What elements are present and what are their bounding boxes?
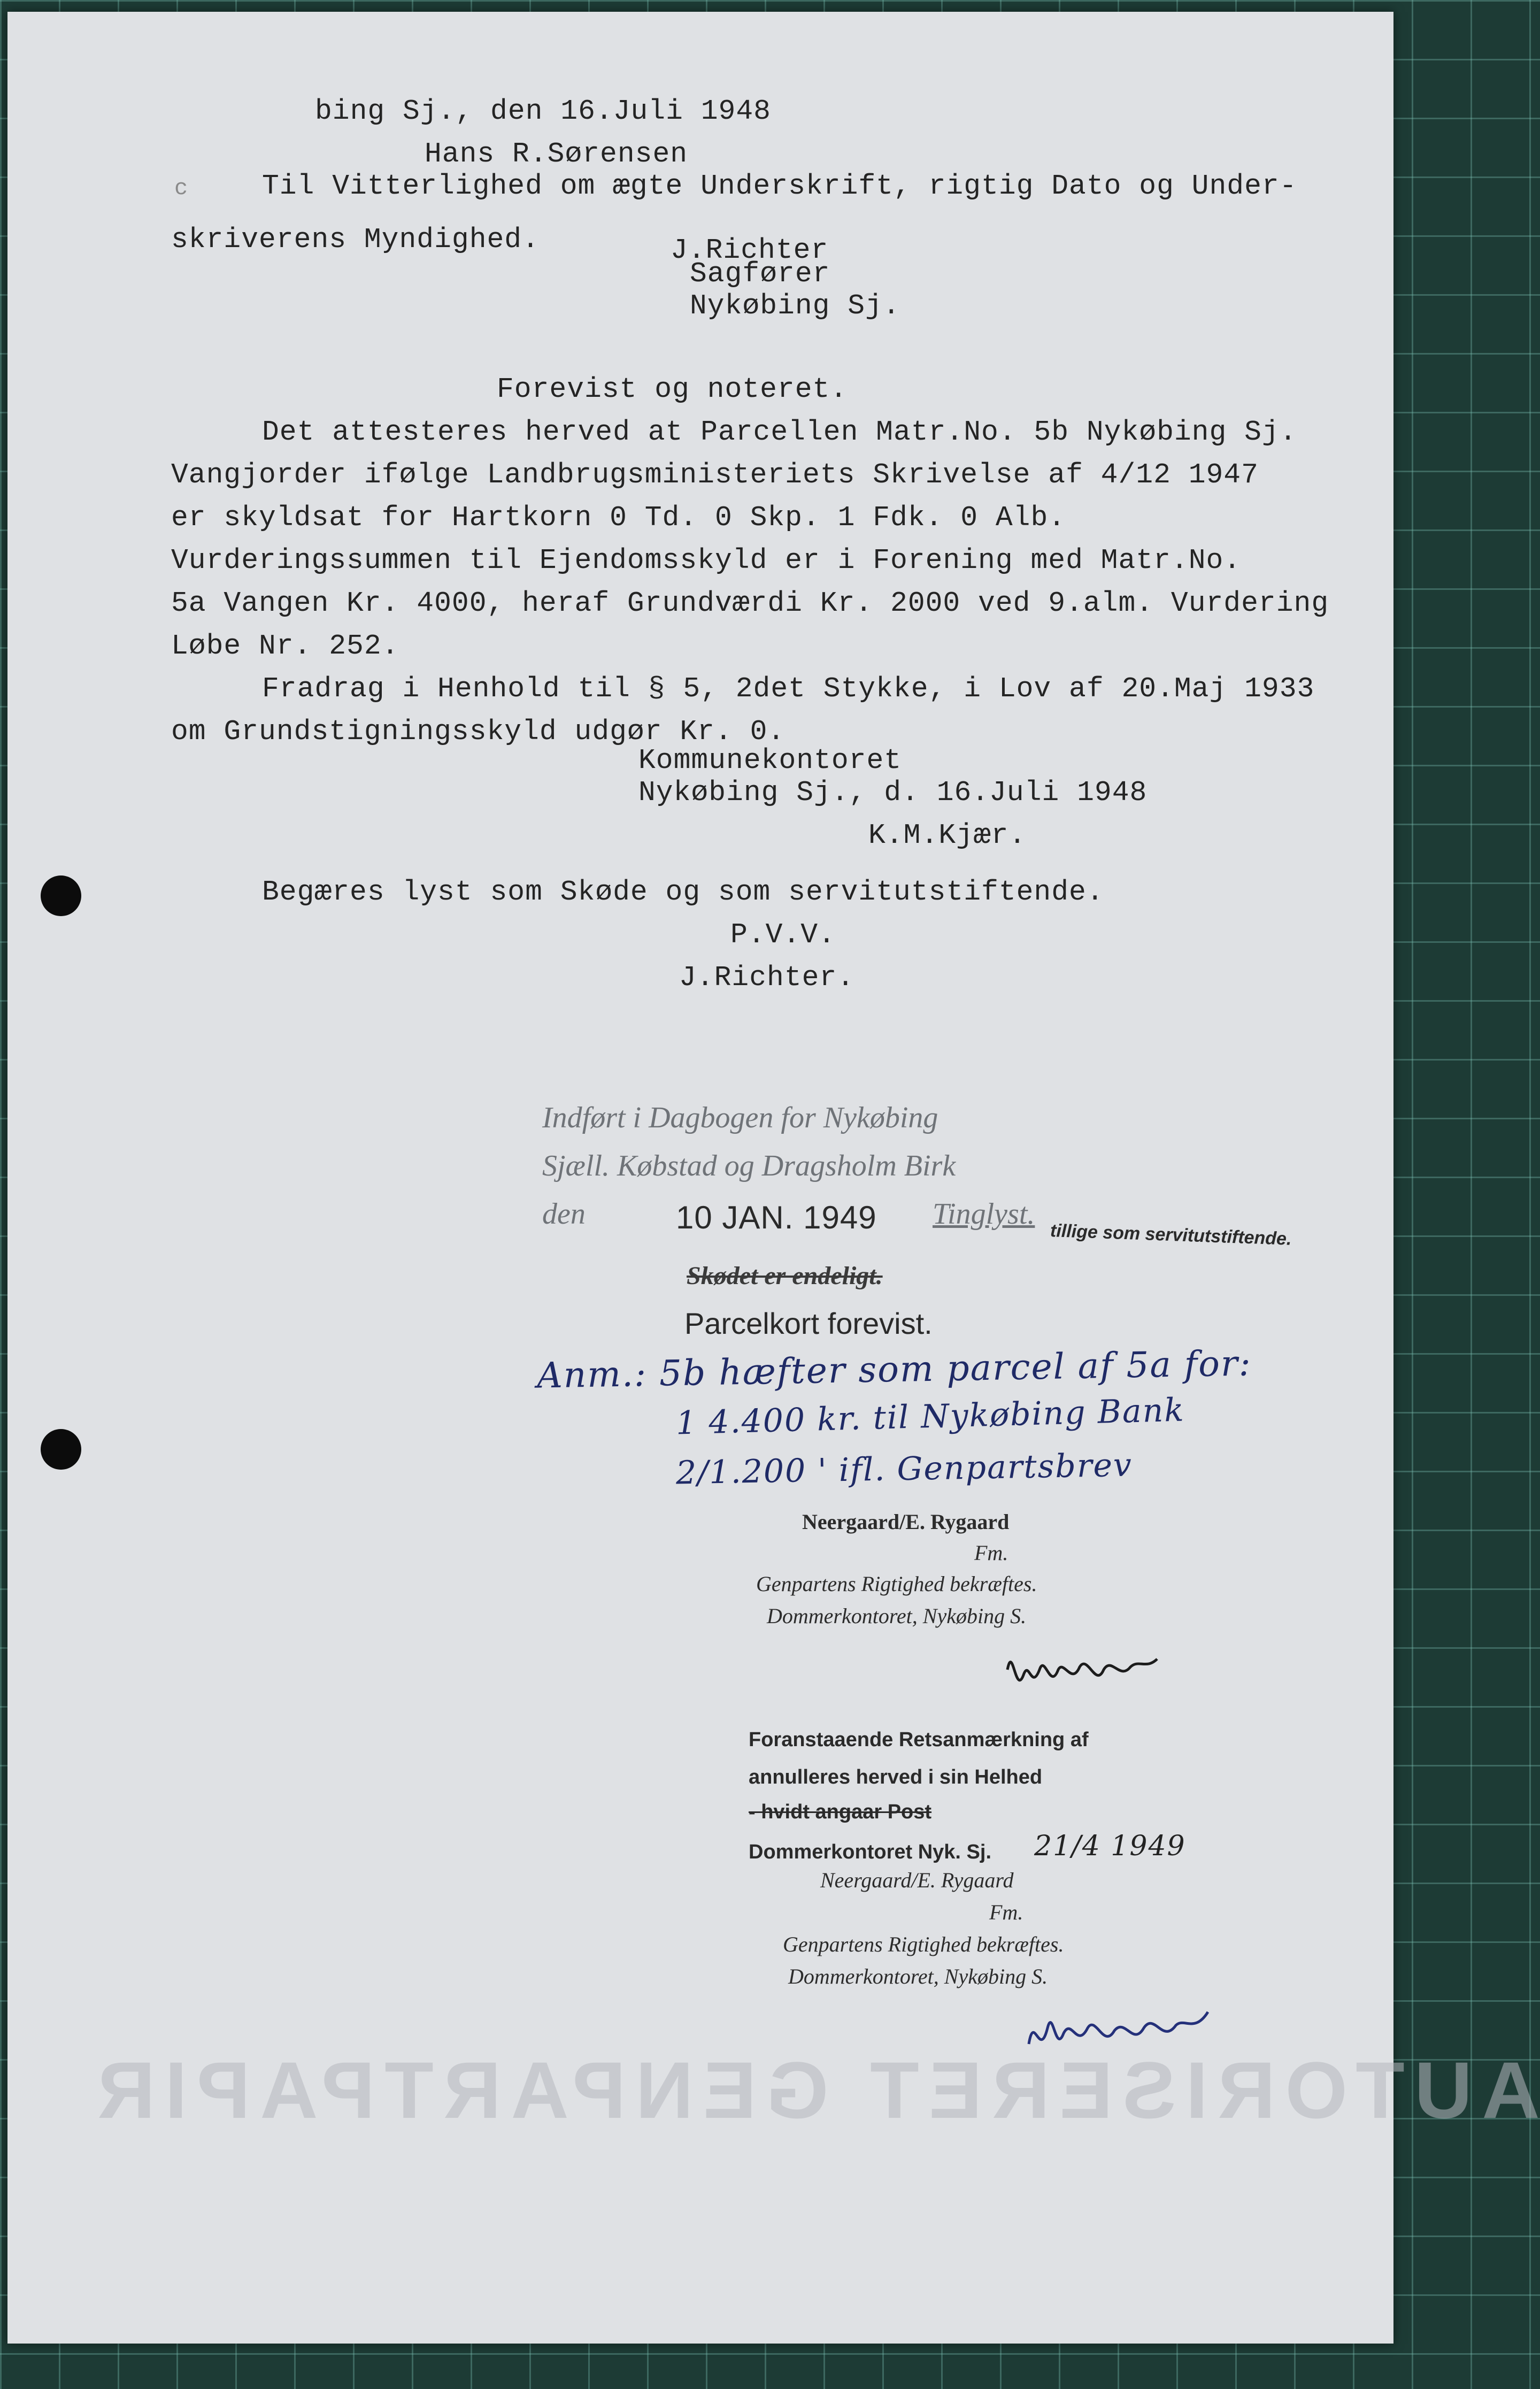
pvv-line: P.V.V.	[730, 919, 836, 951]
annulment-line-3: - hvidt angaar Post	[749, 1801, 932, 1823]
cert1-fm: Fm.	[974, 1541, 1008, 1565]
lawyer-title: Sagfører	[690, 258, 830, 290]
cert2-text: Genpartens Rigtighed bekræftes.	[783, 1932, 1064, 1956]
annulment-date: 21/4 1949	[1034, 1830, 1186, 1862]
lawyer-city: Nykøbing Sj.	[690, 290, 900, 322]
body-line-4: Vurderingssummen til Ejendomsskyld er i Forening med Matr.No.	[171, 544, 1242, 577]
richter-signature: J.Richter.	[679, 962, 855, 994]
annulment-line-4: Dommerkontoret Nyk. Sj.	[749, 1841, 991, 1863]
witness-line-2: skriverens Myndighed.	[171, 224, 540, 256]
punch-hole-bottom	[41, 1429, 81, 1470]
office-date: Nykøbing Sj., d. 16.Juli 1948	[638, 777, 1148, 809]
document-page	[7, 12, 1540, 2344]
cert1-signature	[1002, 1638, 1162, 1707]
margin-mark: c	[174, 175, 189, 201]
handwritten-line-2: 1 4.400 kr. til Nykøbing Bank	[675, 1391, 1185, 1442]
request-line: Begæres lyst som Skøde og som servitutstiftende.	[262, 876, 1104, 908]
body-line-5: 5a Vangen Kr. 4000, heraf Grundværdi Kr. 2000 ved 9.alm. Vurdering	[171, 587, 1329, 619]
registration-line-1: Indført i Dagbogen for Nykøbing	[542, 1101, 938, 1134]
body-line-8: om Grundstigningsskyld udgør Kr. 0.	[171, 716, 786, 748]
body-line-6: Løbe Nr. 252.	[171, 630, 399, 662]
body-line-1: Det attesteres herved at Parcellen Matr.No. 5b Nykøbing Sj.	[262, 416, 1297, 448]
registration-den: den	[542, 1197, 586, 1231]
office-signer: K.M.Kjær.	[868, 819, 1027, 851]
tinglyst-label: Tinglyst.	[933, 1197, 1035, 1231]
office-name: Kommunekontoret	[638, 744, 902, 777]
handwritten-line-1: Anm.: 5b hæfter som parcel af 5a for:	[536, 1342, 1252, 1396]
body-line-3: er skyldsat for Hartkorn 0 Td. 0 Skp. 1 Fdk. 0 Alb.	[171, 502, 1066, 534]
registration-line-2: Sjæll. Købstad og Dragsholm Birk	[542, 1149, 956, 1182]
annulment-line-2: annulleres herved i sin Helhed	[749, 1766, 1043, 1788]
forevist-line: Forevist og noteret.	[497, 373, 848, 405]
cert2-fm: Fm.	[989, 1900, 1023, 1924]
cert2-name: Neergaard/E. Rygaard	[820, 1868, 1014, 1892]
body-line-2: Vangjorder ifølge Landbrugsministeriets Skrivelse af 4/12 1947	[171, 459, 1259, 491]
parcelkort-stamp: Parcelkort forevist.	[684, 1307, 933, 1340]
cert1-text: Genpartens Rigtighed bekræftes.	[756, 1572, 1037, 1596]
paper-watermark: AUTORISERET GENPARTPAPIR	[88, 2045, 1540, 2135]
annulment-line-1: Foranstaaende Retsanmærkning af	[749, 1729, 1089, 1751]
body-line-7: Fradrag i Henhold til § 5, 2det Stykke, i Lov af 20.Maj 1933	[262, 673, 1315, 705]
registration-date: 10 JAN. 1949	[676, 1200, 877, 1235]
witness-line-1: Til Vitterlighed om ægte Underskrift, rigtig Dato og Under-	[262, 170, 1297, 202]
place-date: bing Sj., den 16.Juli 1948	[315, 95, 771, 127]
punch-hole-top	[41, 875, 81, 916]
cert1-name: Neergaard/E. Rygaard	[802, 1510, 1010, 1534]
cert2-office: Dommerkontoret, Nykøbing S.	[788, 1964, 1048, 1988]
cert1-office: Dommerkontoret, Nykøbing S.	[767, 1604, 1027, 1628]
tillige-stamp: tillige som servitutstiftende.	[1050, 1220, 1292, 1249]
skodet-stamp: Skødet er endeligt.	[687, 1262, 883, 1290]
lawyer-name: J.Richter	[671, 234, 829, 266]
handwritten-line-3: 2/1.200 ' ifl. Genpartsbrev	[675, 1446, 1133, 1492]
signer-name: Hans R.Sørensen	[425, 138, 688, 170]
